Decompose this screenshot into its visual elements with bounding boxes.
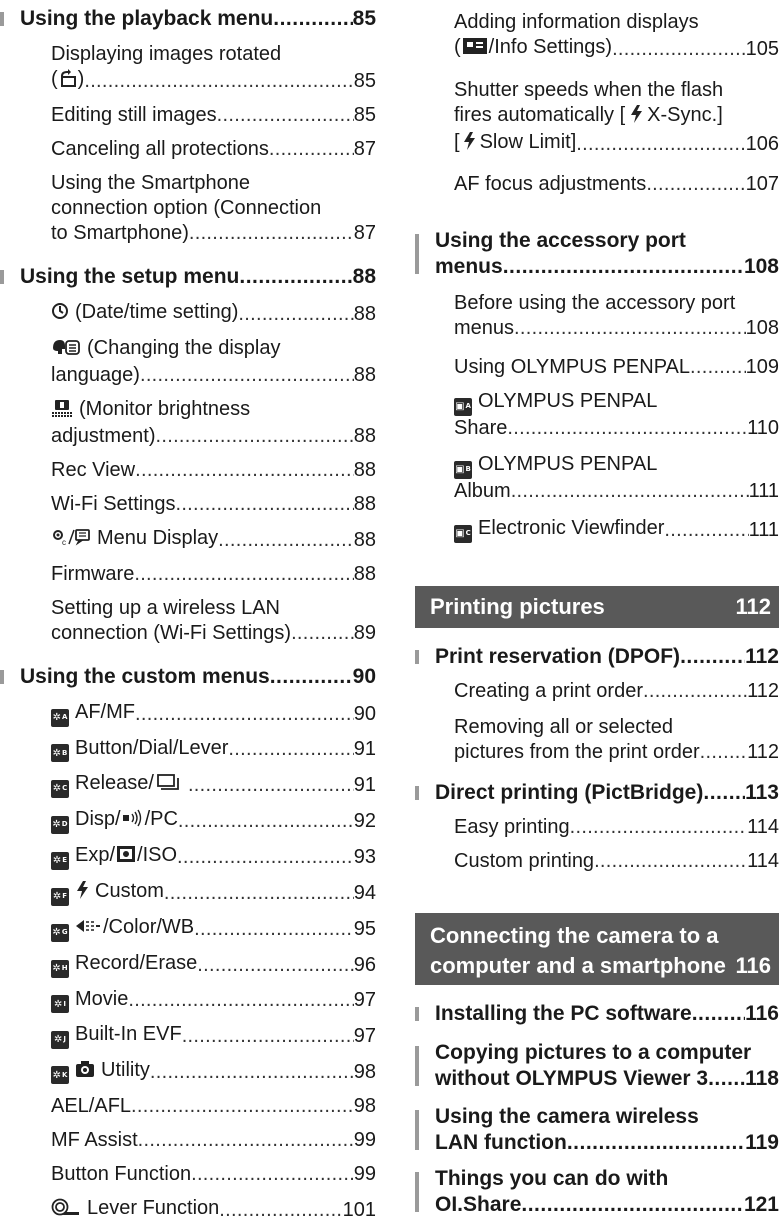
page-number: 109	[745, 356, 779, 378]
entry-text: (Monitor brightness	[79, 398, 251, 420]
page-number: 107	[745, 173, 779, 195]
toc-heading-wireless[interactable]	[415, 1104, 779, 1156]
toc-entry-recview[interactable]	[0, 458, 376, 483]
page-number: 112	[735, 594, 771, 619]
entry-text: Button/Dial/Lever	[75, 736, 229, 759]
accessory-menu-c-icon: ▣ C	[454, 525, 472, 543]
heading-text: without OLYMPUS Viewer 3	[435, 1067, 709, 1090]
accessory-menu-a-icon: ▣ A	[454, 398, 472, 416]
page-number: 114	[747, 816, 779, 838]
page-number: 88	[353, 425, 376, 447]
entry-text: Before using the accessory port	[454, 292, 736, 314]
entry-text: Button Function	[51, 1162, 192, 1185]
toc-entry-remove-print[interactable]	[415, 715, 779, 765]
page-number: 121	[743, 1193, 779, 1216]
entry-text: /Info Settings)	[488, 36, 613, 58]
heading-text: Using the camera wireless	[435, 1105, 699, 1128]
page-number: 90	[352, 665, 376, 688]
entry-text: Share	[454, 416, 508, 439]
toc-entry-custom-e[interactable]	[0, 843, 376, 870]
toc-entry-language[interactable]	[0, 336, 376, 388]
heading-text: Things you can do with	[435, 1167, 669, 1190]
entry-text: Slow Limit]	[479, 131, 577, 153]
entry-text: Custom printing	[454, 850, 595, 872]
toc-entry-smartphone[interactable]	[0, 171, 376, 246]
page-number: 91	[353, 774, 376, 796]
entry-text: adjustment)	[51, 425, 156, 447]
svg-text:c: c	[62, 538, 66, 546]
heading-text: Print reservation (DPOF)	[435, 645, 681, 668]
section-header-connecting[interactable]	[415, 913, 779, 985]
page-number: 114	[747, 850, 779, 872]
entry-text: Custom	[95, 880, 164, 902]
entry-text: Creating a print order	[454, 680, 643, 702]
clock-icon	[51, 302, 69, 327]
entry-text: Easy printing	[454, 816, 570, 838]
page-number: 97	[353, 989, 376, 1011]
page-number: 112	[745, 645, 779, 668]
page-number: 89	[353, 622, 376, 644]
page-number: 101	[342, 1198, 376, 1221]
entry-text: Rec View	[51, 459, 136, 481]
entry-text: AEL/AFL	[51, 1094, 132, 1117]
entry-text: Lever Function	[87, 1196, 220, 1219]
paren: (	[51, 68, 58, 90]
entry-text: Exp/	[75, 844, 116, 866]
toc-heading-custom[interactable]	[0, 664, 376, 690]
custom-menu-f-icon: ✲ F	[51, 888, 69, 906]
toc-right-column	[415, 0, 779, 1231]
heading-text: Direct printing (PictBridge)	[435, 781, 704, 804]
page-number: 85	[353, 70, 376, 92]
toc-entry-lever-function[interactable]	[0, 1196, 376, 1223]
page-number: 88	[353, 364, 376, 386]
heading-text: Copying pictures to a computer	[435, 1041, 752, 1064]
page-number: 108	[743, 255, 779, 278]
section-title: computer and a smartphone	[430, 953, 726, 978]
info-display-icon	[462, 37, 488, 62]
custom-menu-j-icon: ✲ J	[51, 1031, 69, 1049]
toc-entry-custom-f[interactable]	[0, 879, 376, 906]
custom-menu-g-icon: ✲ G	[51, 924, 69, 942]
custom-menu-k-icon: ✲ K	[51, 1066, 69, 1084]
toc-heading-dpof[interactable]	[415, 644, 779, 670]
toc-entry-custom-c[interactable]	[0, 771, 376, 798]
entry-text: Shutter speeds when the flash	[454, 79, 724, 101]
page-number: 95	[353, 918, 376, 940]
page-number: 106	[745, 133, 779, 155]
custom-menu-b-icon: ✲ B	[51, 744, 69, 762]
section-header-printing[interactable]	[415, 586, 779, 628]
entry-text: Menu Display	[97, 527, 219, 549]
entry-text: Movie	[75, 987, 129, 1010]
page-number: 88	[353, 493, 376, 515]
toc-entry-custom-h[interactable]	[0, 951, 376, 978]
toc-heading-oishare[interactable]	[415, 1166, 779, 1218]
entry-text: connection (Wi-Fi Settings)	[51, 622, 292, 644]
custom-menu-d-icon: ✲ D	[51, 816, 69, 834]
page-number: 91	[353, 738, 376, 760]
entry-text: Disp/	[75, 808, 121, 830]
entry-text: Record/Erase	[75, 952, 198, 974]
page-number: 116	[745, 1002, 779, 1025]
entry-text: AF focus adjustments	[454, 173, 647, 195]
page-number: 99	[353, 1162, 376, 1185]
toc-entry-before-accessory[interactable]	[415, 291, 779, 341]
accessory-menu-b-icon: ▣ B	[454, 461, 472, 479]
entry-text: pictures from the print order	[454, 741, 700, 763]
entry-text: Setting up a wireless LAN	[51, 597, 281, 619]
page-number: 85	[352, 7, 376, 30]
flash-icon	[462, 132, 476, 157]
language-icon	[51, 338, 81, 363]
toc-entry-wifi[interactable]	[0, 492, 376, 517]
custom-menu-i-icon: ✲ I	[51, 995, 69, 1013]
sequential-shooting-icon	[156, 773, 182, 798]
page-number: 98	[353, 1060, 376, 1083]
toc-entry-cancel-protect[interactable]	[0, 137, 376, 162]
page-number: 97	[353, 1024, 376, 1047]
heading-text: Using the setup menu	[20, 265, 240, 288]
entry-text: /PC	[144, 808, 178, 830]
toc-entry-monitor[interactable]	[0, 397, 376, 449]
entry-text: Editing still images	[51, 104, 217, 126]
custom-menu-h-icon: ✲ H	[51, 960, 69, 978]
heading-text: LAN function	[435, 1131, 567, 1154]
toc-heading-setup[interactable]	[0, 264, 376, 290]
entry-text: to Smartphone)	[51, 222, 189, 244]
flash-icon	[629, 105, 643, 130]
heading-text: Installing the PC software	[435, 1002, 692, 1025]
page-number: 105	[745, 38, 779, 60]
page-number: 88	[353, 303, 376, 325]
toc-entry-info-settings[interactable]: Adding information displays ( /Info Settings) ..... 105	[415, 10, 779, 62]
toc-entry-flash-sync[interactable]: Shutter speeds when the flash fires automatically [ X-Sync.] [ Slow Limit] ..... 106	[415, 78, 779, 157]
entry-text: Adding information displays	[454, 11, 699, 33]
page-number: 111	[748, 518, 779, 541]
entry-text: /ISO	[137, 844, 178, 866]
toc-entry-penpal-album[interactable]	[415, 452, 779, 504]
rotate-icon	[59, 69, 77, 94]
toc-entry-wireless-lan[interactable]	[0, 596, 376, 646]
heading-text: Using the custom menus	[20, 665, 270, 688]
page-number: 118	[745, 1067, 779, 1090]
toc-left-column	[0, 0, 376, 1231]
monitor-brightness-icon	[51, 399, 73, 424]
page-number: 88	[353, 459, 376, 481]
lever-icon	[51, 1198, 81, 1223]
image-size-icon	[75, 917, 101, 942]
page-number: 85	[353, 104, 376, 126]
toc-entry-custom-d[interactable]	[0, 807, 376, 834]
toc-heading-install[interactable]	[415, 1001, 779, 1027]
entry-text: Removing all or selected	[454, 716, 673, 738]
entry-text: language)	[51, 364, 140, 386]
heading-text: menus	[435, 255, 503, 278]
page-number: 87	[353, 138, 376, 160]
entry-text: Displaying images rotated	[51, 43, 282, 65]
entry-text: Canceling all protections	[51, 138, 269, 160]
toc-entry-penpal-share[interactable]	[415, 389, 779, 441]
entry-text: Album	[454, 479, 511, 502]
toc-entry-custom-b[interactable]	[0, 736, 376, 763]
page-number: 88	[352, 265, 376, 288]
page-number: 111	[748, 479, 779, 502]
camera-icon	[75, 1060, 95, 1085]
toc-heading-playback[interactable]	[0, 6, 376, 32]
entry-text: AF/MF	[75, 701, 135, 723]
heading-text: OI.Share	[435, 1193, 522, 1216]
toc-entry-custom-j[interactable]	[0, 1022, 376, 1049]
toc-entry-evf[interactable]	[415, 516, 779, 543]
custom-menu-c-icon: ✲ C	[51, 780, 69, 798]
entry-text: Release/	[75, 772, 154, 794]
page-number: 90	[353, 702, 376, 725]
toc-entry-button-function[interactable]	[0, 1162, 376, 1187]
toc-heading-copy[interactable]	[415, 1040, 779, 1092]
entry-text: X-Sync.]	[647, 104, 723, 126]
page-number: 119	[745, 1131, 779, 1154]
entry-text: Built-In EVF	[75, 1023, 182, 1045]
toc-heading-pictbridge[interactable]	[415, 780, 779, 806]
entry-text: (Date/time setting)	[75, 301, 239, 323]
heading-text: Using the playback menu	[20, 7, 274, 30]
toc-entry-create-print-order[interactable]	[415, 679, 779, 704]
custom-menu-icon	[51, 528, 91, 553]
entry-text: connection option (Connection	[51, 197, 322, 219]
toc-entry-custom-k[interactable]	[0, 1058, 376, 1085]
toc-entry-rotated[interactable]	[0, 42, 376, 94]
entry-text: (Changing the display	[87, 337, 281, 359]
page-number: 112	[747, 741, 779, 763]
page-number: 112	[747, 680, 779, 702]
toc-heading-accessory[interactable]	[415, 228, 779, 280]
entry-text: OLYMPUS PENPAL	[478, 390, 658, 412]
page-number: 116	[735, 953, 771, 978]
custom-menu-a-icon: ✲ A	[51, 709, 69, 727]
page-number: 94	[353, 882, 376, 904]
page-number: 113	[745, 781, 779, 804]
page-number: 96	[353, 953, 376, 976]
toc-entry-date[interactable]	[0, 300, 376, 327]
toc-entry-easy-print[interactable]	[415, 815, 779, 840]
beep-icon	[122, 809, 144, 834]
entry-text: MF Assist	[51, 1128, 138, 1151]
entry-text: Firmware	[51, 563, 135, 585]
entry-text: Electronic Viewfinder	[478, 517, 665, 539]
toc-entry-af-adjust[interactable]	[415, 172, 779, 197]
entry-text: Utility	[101, 1058, 150, 1081]
toc-entry-firmware[interactable]	[0, 562, 376, 587]
toc-entry-penpal[interactable]	[415, 355, 779, 380]
heading-text: Using the accessory port	[435, 229, 686, 252]
entry-text: fires automatically [	[454, 104, 626, 126]
paren: )	[77, 68, 85, 90]
entry-text: OLYMPUS PENPAL	[478, 453, 658, 475]
toc-entry-custom-i[interactable]	[0, 987, 376, 1014]
page-number: 110	[747, 416, 779, 439]
custom-menu-e-icon: ✲ E	[51, 852, 69, 870]
entry-text: /Color/WB	[103, 916, 195, 938]
entry-text: Using OLYMPUS PENPAL	[454, 356, 691, 378]
toc-entry-custom-print[interactable]	[415, 849, 779, 874]
toc-entry-menu-display[interactable]	[0, 526, 376, 553]
metering-icon	[116, 845, 136, 870]
page-number: 87	[353, 222, 376, 244]
flash-icon	[75, 881, 89, 906]
page-number: 98	[353, 1094, 376, 1117]
entry-text: menus	[454, 317, 515, 339]
page-number: 108	[745, 317, 779, 339]
toc-entry-ael[interactable]	[0, 1094, 376, 1119]
entry-text: Wi-Fi Settings	[51, 493, 176, 515]
page-number: 93	[353, 846, 376, 868]
page-number: 99	[353, 1128, 376, 1151]
toc-entry-custom-g[interactable]	[0, 915, 376, 942]
page-number: 92	[353, 810, 376, 832]
section-title: Connecting the camera to a	[430, 923, 719, 948]
page-number: 88	[353, 529, 376, 551]
toc-entry-editing[interactable]	[0, 103, 376, 128]
toc-entry-custom-a[interactable]	[0, 700, 376, 727]
toc-entry-mf-assist[interactable]	[0, 1128, 376, 1153]
section-title: Printing pictures	[430, 594, 605, 619]
page-number: 88	[353, 563, 376, 585]
entry-text: Using the Smartphone	[51, 172, 251, 194]
